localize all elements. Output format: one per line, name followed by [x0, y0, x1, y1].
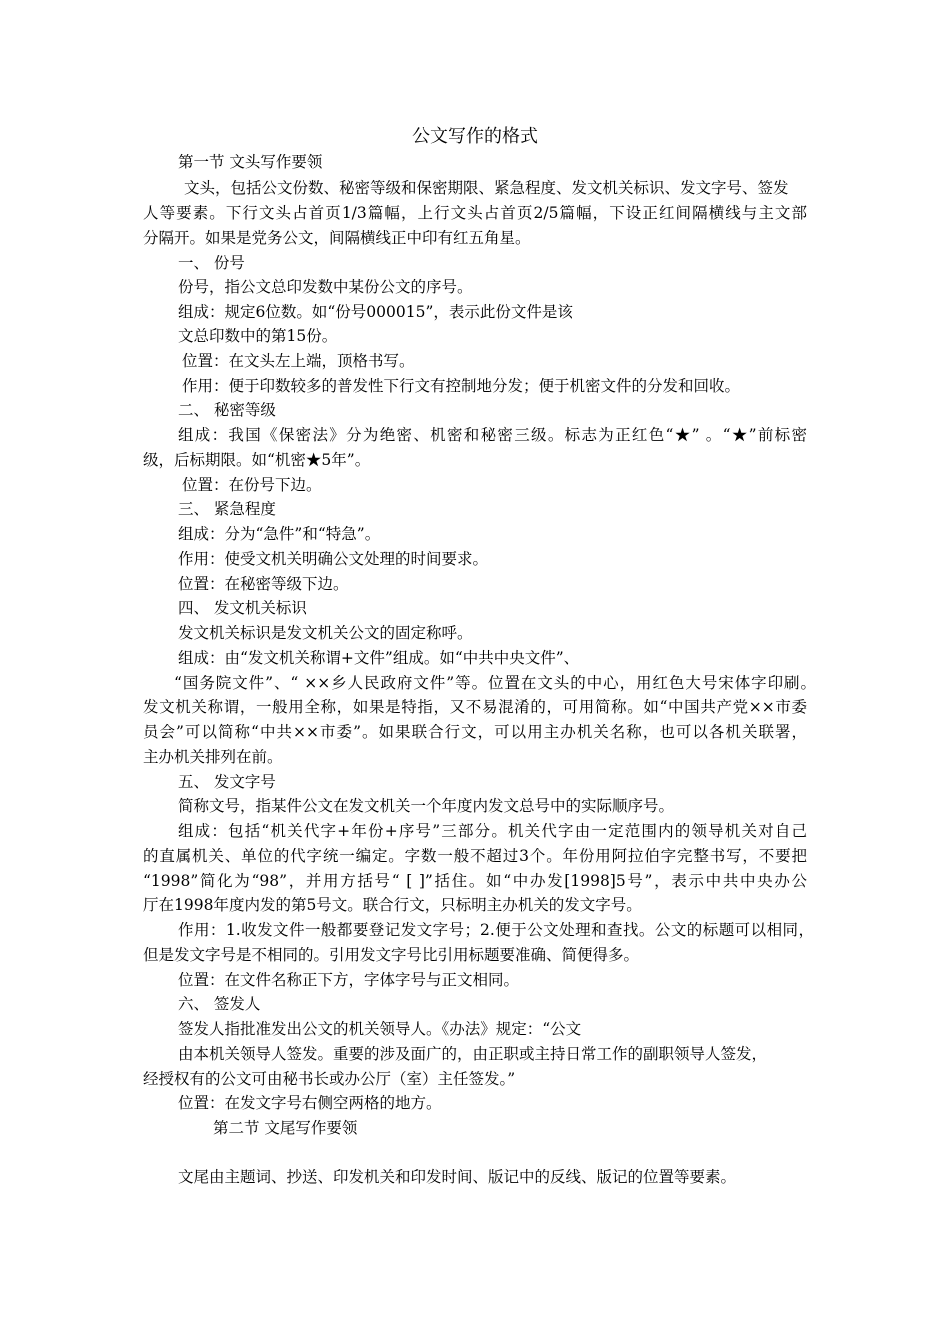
paragraph-line: 签发人指批准发出公文的机关领导人。《办法》规定：“公文: [178, 1020, 582, 1038]
paragraph-line: 位置：在份号下边。: [182, 476, 322, 494]
document-title: 公文写作的格式: [412, 126, 538, 147]
paragraph-line: “国务院文件”、“ ××乡人民政府文件”等。位置在文头的中心，用红色大号宋体字印刷。: [174, 674, 816, 692]
paragraph-line: 分隔开。如果是党务公文，间隔横线正中印有红五角星。: [143, 229, 531, 247]
paragraph-line: 组成：包括“机关代字+年份+序号”三部分。机关代字由一定范围内的领导机关对自己: [178, 822, 807, 840]
item-heading: 三、 紧急程度: [178, 500, 276, 518]
paragraph-line: 作用：便于印数较多的普发性下行文有控制地分发；便于机密文件的分发和回收。: [182, 377, 741, 395]
paragraph-line: 组成：分为“急件”和“特急”。: [178, 525, 381, 543]
paragraph-line: 主办机关排列在前。: [143, 748, 283, 766]
paragraph-line: 位置：在文件名称正下方，字体字号与正文相同。: [178, 971, 520, 989]
paragraph-line: 份号，指公文总印发数中某份公文的序号。: [178, 278, 473, 296]
paragraph-line: 但是发文字号是不相同的。引用发文字号比引用标题要准确、简便得多。: [143, 946, 640, 964]
paragraph-line: 由本机关领导人签发。重要的涉及面广的，由正职或主持日常工作的副职领导人签发，: [178, 1045, 768, 1063]
paragraph-line: 员会”可以简称“中共××市委”。如果联合行文，可以用主办机关名称，也可以各机关联署，: [143, 723, 807, 741]
paragraph-line: 的直属机关、单位的代字统一编定。字数一般不超过3个。年份用阿拉伯字完整书写，不要把: [143, 847, 807, 865]
item-heading: 一、 份号: [178, 254, 245, 272]
paragraph-line: 级，后标期限。如“机密★5年”。: [143, 451, 371, 469]
paragraph-line: 经授权有的公文可由秘书长或办公厅（室）主任签发。”: [143, 1070, 516, 1088]
item-heading: 二、 秘密等级: [178, 401, 276, 419]
paragraph-line: 发文机关标识是发文机关公文的固定称呼。: [178, 624, 473, 642]
section-heading: 第二节 文尾写作要领: [213, 1119, 358, 1137]
paragraph-line: 简称文号，指某件公文在发文机关一个年度内发文总号中的实际顺序号。: [178, 797, 675, 815]
paragraph-line: 位置：在文头左上端，顶格书写。: [182, 352, 415, 370]
paragraph-line: 作用：使受文机关明确公文处理的时间要求。: [178, 550, 489, 568]
paragraph-line: 厅在1998年度内发的第5号文。联合行文，只标明主办机关的发文字号。: [143, 896, 642, 914]
section-heading: 第一节 文头写作要领: [178, 153, 323, 171]
item-heading: 五、 发文字号: [178, 773, 276, 791]
item-heading: 四、 发文机关标识: [178, 599, 307, 617]
item-heading: 六、 签发人: [178, 995, 261, 1013]
paragraph-line: 位置：在秘密等级下边。: [178, 575, 349, 593]
paragraph-line: 组成：由“发文机关称谓+文件”组成。如“中共中央文件”、: [178, 649, 580, 667]
paragraph-line: “1998”简化为“98”，并用方括号“ [ ]”括住。如“中办发[1998]5号”，表示中共中央办公: [143, 872, 807, 890]
paragraph-line: 发文机关称谓，一般用全称，如果是特指，又不易混淆的，可用简称。如“中国共产党××市委: [143, 698, 807, 716]
paragraph-line: 文头，包括公文份数、秘密等级和保密期限、紧急程度、发文机关标识、发文字号、签发: [184, 179, 789, 197]
paragraph-line: 文尾由主题词、抄送、印发机关和印发时间、版记中的反线、版记的位置等要素。: [178, 1168, 737, 1186]
paragraph-line: 组成：我国《保密法》分为绝密、机密和秘密三级。标志为正红色“★” 。“★”前标密: [178, 426, 807, 444]
paragraph-line: 作用：1.收发文件一般都要登记发文字号；2.便于公文处理和查找。公文的标题可以相同，: [178, 921, 814, 939]
paragraph-line: 文总印数中的第15份。: [178, 327, 338, 345]
paragraph-line: 位置：在发文字号右侧空两格的地方。: [178, 1094, 442, 1112]
paragraph-line: 人等要素。下行文头占首页1/3篇幅，上行文头占首页2/5篇幅，下设正红间隔横线与主文部: [143, 204, 807, 222]
paragraph-line: 组成：规定6位数。如“份号000015”，表示此份文件是该: [178, 303, 573, 321]
